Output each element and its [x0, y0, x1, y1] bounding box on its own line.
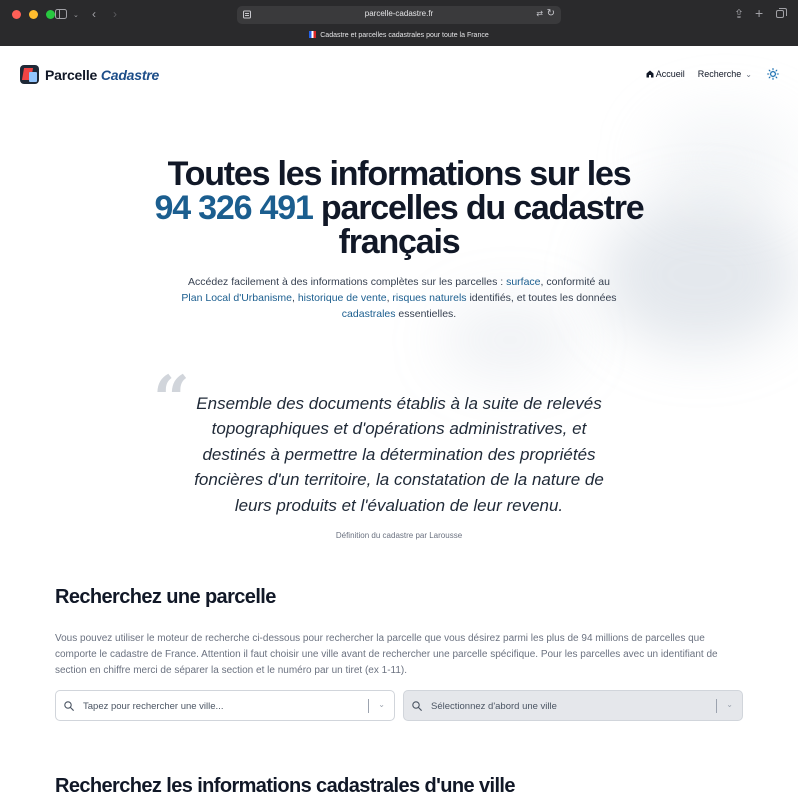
- browser-chrome: [0, 0, 798, 46]
- link-plu[interactable]: Plan Local d'Urbanisme: [181, 292, 292, 304]
- hero-sub-text: , conformité au: [540, 276, 610, 288]
- reload-icon[interactable]: ↻: [546, 8, 555, 19]
- main-nav: [646, 69, 752, 79]
- home-icon: [646, 70, 654, 78]
- search-section-title: Recherchez une parcelle: [55, 586, 276, 608]
- hero-title-line-2: parcelles du cadastre: [312, 189, 644, 227]
- chevron-down-icon[interactable]: ⌄: [378, 700, 385, 709]
- quote-mark-icon: “: [153, 362, 190, 437]
- brand-name[interactable]: [45, 67, 159, 83]
- hero-title: [100, 157, 698, 259]
- hero-sub-text: identifiés, et toutes les données: [466, 292, 617, 304]
- favicon-icon: [309, 31, 316, 38]
- hero-subtitle: [150, 274, 648, 322]
- chevron-down-icon: ⌄: [745, 70, 752, 79]
- nav-search-dropdown[interactable]: [698, 69, 752, 79]
- theme-toggle-sun-icon[interactable]: [767, 68, 779, 80]
- address-bar[interactable]: [237, 6, 561, 24]
- search-icon: [412, 701, 422, 711]
- link-cadastrales[interactable]: cadastrales: [341, 308, 396, 320]
- nav-home-label: Accueil: [655, 69, 685, 79]
- chevron-down-icon[interactable]: ⌄: [726, 700, 733, 709]
- link-surface[interactable]: surface: [506, 276, 541, 288]
- select-separator: [716, 699, 717, 713]
- parcel-search-select[interactable]: [403, 690, 743, 721]
- link-historique-vente[interactable]: historique de vente: [297, 292, 387, 304]
- select-separator: [368, 699, 369, 713]
- nav-search-label: Recherche: [697, 69, 742, 79]
- forward-icon[interactable]: ›: [113, 7, 117, 21]
- cadastre-definition-quote: Ensemble des documents établis à la suite de relevés topographiques et d'opérations administratives, et destinés à permettre la détermination des propriétés foncières d'un territoire, la constatation de la nature de leurs produits et l'évaluation de leur revenu.: [194, 394, 604, 515]
- hero-sub-text: Accédez facilement à des informations complètes sur les parcelles :: [188, 276, 507, 288]
- parcel-search-input[interactable]: [431, 698, 691, 714]
- tab-title: Cadastre et parcelles cadastrales pour toute la France: [320, 32, 489, 39]
- parcel-count: 94 326 491: [154, 189, 313, 227]
- quote-source: Définition du cadastre par Larousse: [335, 531, 463, 540]
- logo-icon[interactable]: [20, 65, 39, 84]
- active-tab[interactable]: [0, 31, 798, 39]
- city-search-select[interactable]: [55, 690, 395, 721]
- link-risques-naturels[interactable]: risques naturels: [392, 292, 467, 304]
- tab-overview-icon[interactable]: [776, 8, 787, 21]
- chevron-down-icon[interactable]: ⌄: [73, 12, 79, 19]
- hero-title-line-3: français: [338, 223, 460, 261]
- hero-title-line-1: Toutes les informations sur les: [167, 155, 631, 193]
- url-text: parcelle-cadastre.fr: [364, 9, 434, 18]
- site-header: [0, 46, 798, 104]
- close-window-button[interactable]: [12, 10, 21, 19]
- hero-sub-text: ,: [386, 292, 393, 304]
- hero-sub-text: essentielles.: [395, 308, 457, 320]
- hero-sub-text: ,: [292, 292, 298, 304]
- zoom-window-button[interactable]: [46, 10, 55, 19]
- sidebar-toggle-icon[interactable]: [55, 9, 67, 21]
- city-search-input[interactable]: [83, 698, 343, 714]
- search-icon: [64, 701, 74, 711]
- window-controls: [12, 10, 55, 19]
- new-tab-icon[interactable]: +: [755, 5, 764, 21]
- brand-part-2: Cadastre: [100, 67, 160, 83]
- city-section-title: Recherchez les informations cadastrales d'une ville: [55, 775, 515, 797]
- back-icon[interactable]: ‹: [92, 7, 96, 21]
- search-section-description: Vous pouvez utiliser le moteur de recherche ci-dessous pour rechercher la parcelle que vous désirez parmi les plus de 94 millions de parcelles que comporte le cadastre de France. Attention il faut choisir une ville avant de rechercher une parcelle spécifique. Pour les parcelles avec un identifiant de section en chiffre merci de séparer la section et le numéro par un tiret (ex 1-11).: [55, 633, 718, 676]
- nav-home-link[interactable]: [646, 69, 685, 79]
- share-icon[interactable]: ⇪: [734, 7, 745, 21]
- minimize-window-button[interactable]: [29, 10, 38, 19]
- translate-icon[interactable]: ⇄: [536, 9, 543, 18]
- brand-part-1: Parcelle: [45, 67, 98, 83]
